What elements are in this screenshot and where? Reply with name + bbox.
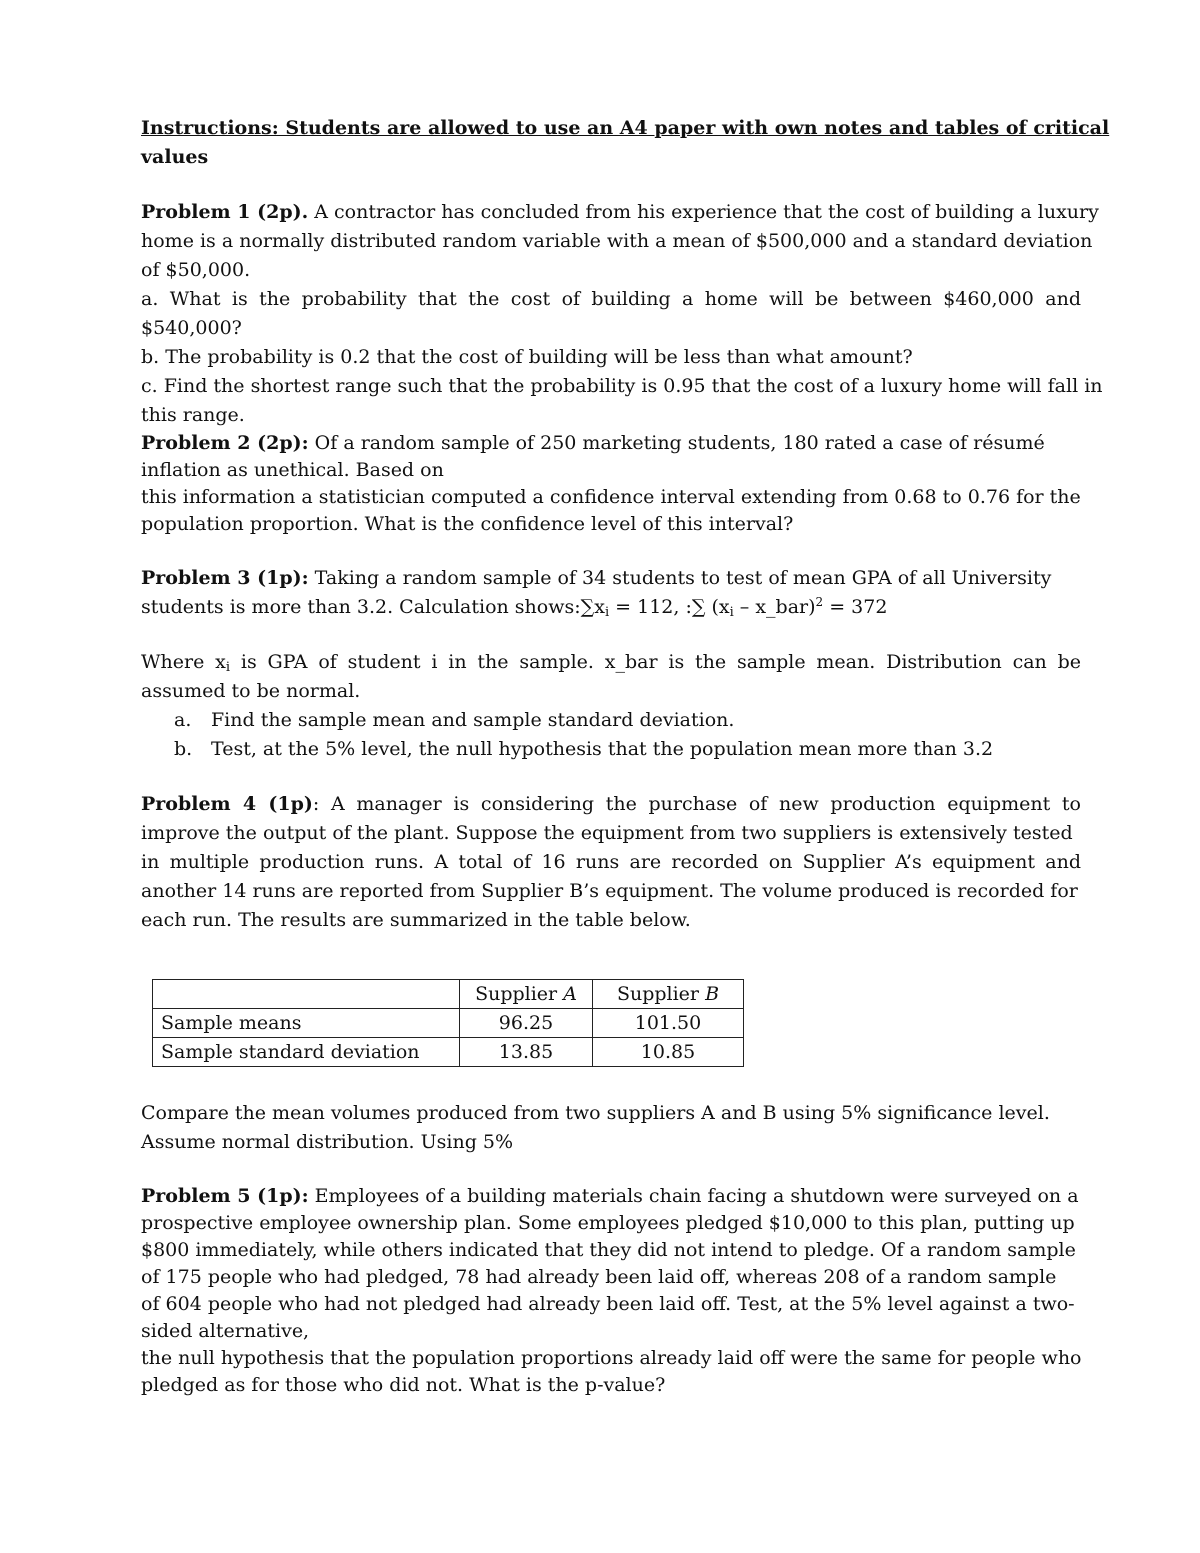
problem-1-heading — [141, 198, 1099, 227]
problem-2-text-3: this information a statistician computed a confidence interval extending from 0.68 to 0.76 for the — [141, 486, 1081, 508]
problem-5-text-1: Employees of a building materials chain facing a shutdown were surveyed on a — [314, 1185, 1079, 1207]
spacer — [141, 622, 1081, 648]
calc-end: = 372 — [823, 596, 888, 618]
spacer — [141, 538, 1081, 564]
calc-mid-2: – x_bar) — [733, 596, 816, 618]
problem-3-where — [141, 648, 1081, 677]
problem-3-text-1: Taking a random sample of 34 students to test of mean GPA of all University — [314, 567, 1052, 589]
spacer — [141, 764, 1081, 790]
problem-3-calculation — [141, 593, 1081, 622]
problem-4-text-1: : A manager is considering the purchase of new production equipment to — [312, 793, 1081, 815]
header-b-letter: B — [705, 983, 720, 1005]
table-header-row — [153, 980, 744, 1009]
problem-4-heading — [141, 790, 1081, 819]
problem-4-label: Problem 4 (1p) — [141, 793, 313, 815]
problem-4-text-5: each run. The results are summarized in the table below. — [141, 909, 691, 931]
problem-5-heading — [141, 1183, 1081, 1210]
instructions-line-2: values — [141, 146, 209, 168]
table-header-empty — [153, 980, 460, 1009]
calc-sup: 2 — [815, 595, 824, 609]
header-a-word: Supplier — [475, 983, 564, 1005]
where-sub: i — [225, 660, 231, 675]
problem-2-text-2: inflation as unethical. Based on — [141, 459, 444, 481]
row-value-a: 96.25 — [460, 1009, 593, 1038]
problem-2-heading — [141, 430, 1081, 457]
problem-5-text-5: of 604 people who had not pledged had already been laid off. Test, at the 5% level against a two- — [141, 1293, 1075, 1315]
problem-5-text-3: $800 immediately, while others indicated that they did not intend to pledge. Of a random sample — [141, 1239, 1076, 1261]
problem-3-part-b-text: Test, at the 5% level, the null hypothesis that the population mean more than 3.2 — [211, 738, 994, 760]
list-marker-a: a. — [174, 709, 192, 731]
table-row — [153, 1009, 744, 1038]
instructions-line-1: Instructions: Students are allowed to use an A4 paper with own notes and tables of critical — [141, 117, 1110, 139]
problem-1-intro-1: A contractor has concluded from his experience that the cost of building a luxury — [314, 201, 1099, 223]
problem-4-text-3: in multiple production runs. A total of 16 runs are recorded on Supplier A’s equipment and — [141, 851, 1081, 873]
row-value-a: 13.85 — [460, 1038, 593, 1067]
problem-5-label: Problem 5 (1p): — [141, 1185, 309, 1207]
problem-4-after-2: Assume normal distribution. Using 5% — [141, 1131, 514, 1153]
exam-page-lower — [141, 1099, 1081, 1399]
problem-1-part-b: b. The probability is 0.2 that the cost of building will be less than what amount? — [141, 346, 913, 368]
where-prefix: Where x — [141, 651, 226, 673]
table-header-supplier-a — [460, 980, 593, 1009]
calc-prefix: students is more than 3.2. Calculation shows:∑x — [141, 596, 605, 618]
problem-3-label: Problem 3 (1p): — [141, 567, 309, 589]
where-rest: is GPA of student i in the sample. x_bar is the sample mean. Distribution can be — [230, 651, 1082, 673]
problem-5-text-6: sided alternative, — [141, 1320, 310, 1342]
problem-5-text-7: the null hypothesis that the population proportions already laid off were the same for people who — [141, 1347, 1082, 1369]
list-marker-b: b. — [174, 738, 193, 760]
exam-page — [141, 114, 1110, 935]
problem-2-label: Problem 2 (2p): — [141, 432, 309, 454]
row-label: Sample means — [153, 1009, 460, 1038]
problem-3-heading — [141, 564, 1081, 593]
problem-1-label: Problem 1 (2p). — [141, 201, 309, 223]
spacer — [141, 1157, 1081, 1183]
problem-5-text-2: prospective employee ownership plan. Some employees pledged $10,000 to this plan, putting up — [141, 1212, 1075, 1234]
problem-1-part-a-1: a. What is the probability that the cost of building a home will be between $460,000 and — [141, 288, 1081, 310]
problem-1-intro-2: home is a normally distributed random variable with a mean of $500,000 and a standard deviation — [141, 230, 1093, 252]
header-a-letter: A — [563, 983, 577, 1005]
problem-3-part-a — [141, 706, 1081, 735]
problem-1-part-c-2: this range. — [141, 404, 245, 426]
calc-mid: = 112, :∑ (x — [609, 596, 730, 618]
problem-3-part-a-text: Find the sample mean and sample standard deviation. — [211, 709, 735, 731]
problem-1-part-a-2: $540,000? — [141, 317, 242, 339]
problem-4-text-2: improve the output of the plant. Suppose the equipment from two suppliers is extensively tested — [141, 822, 1073, 844]
header-b-word: Supplier — [616, 983, 706, 1005]
calc-sub-2: i — [729, 605, 734, 620]
problem-1-part-c-1: c. Find the shortest range such that the probability is 0.95 that the cost of a luxury home will fall in — [141, 375, 1103, 397]
problem-2-text-4: population proportion. What is the confidence level of this interval? — [141, 513, 794, 535]
table-row — [153, 1038, 744, 1067]
problem-3-part-b — [141, 735, 1081, 764]
problem-5-text-8: pledged as for those who did not. What is the p-value? — [141, 1374, 666, 1396]
problem-4-text-4: another 14 runs are reported from Supplier B’s equipment. The volume produced is recorded for — [141, 880, 1078, 902]
row-label: Sample standard deviation — [153, 1038, 460, 1067]
row-value-b: 10.85 — [593, 1038, 744, 1067]
problem-1-intro-3: of $50,000. — [141, 259, 251, 281]
problem-2-text-1: Of a random sample of 250 marketing students, 180 rated a case of résumé — [314, 432, 1045, 454]
problem-3-where-2: assumed to be normal. — [141, 680, 361, 702]
table-header-supplier-b — [593, 980, 744, 1009]
problem-5-text-4: of 175 people who had pledged, 78 had already been laid off, whereas 208 of a random sample — [141, 1266, 1057, 1288]
spacer — [141, 172, 1081, 198]
problem-4-after-1: Compare the mean volumes produced from two suppliers A and B using 5% significance level. — [141, 1102, 1050, 1124]
row-value-b: 101.50 — [593, 1009, 744, 1038]
supplier-table — [152, 979, 744, 1067]
calc-sub-1: i — [604, 605, 610, 620]
